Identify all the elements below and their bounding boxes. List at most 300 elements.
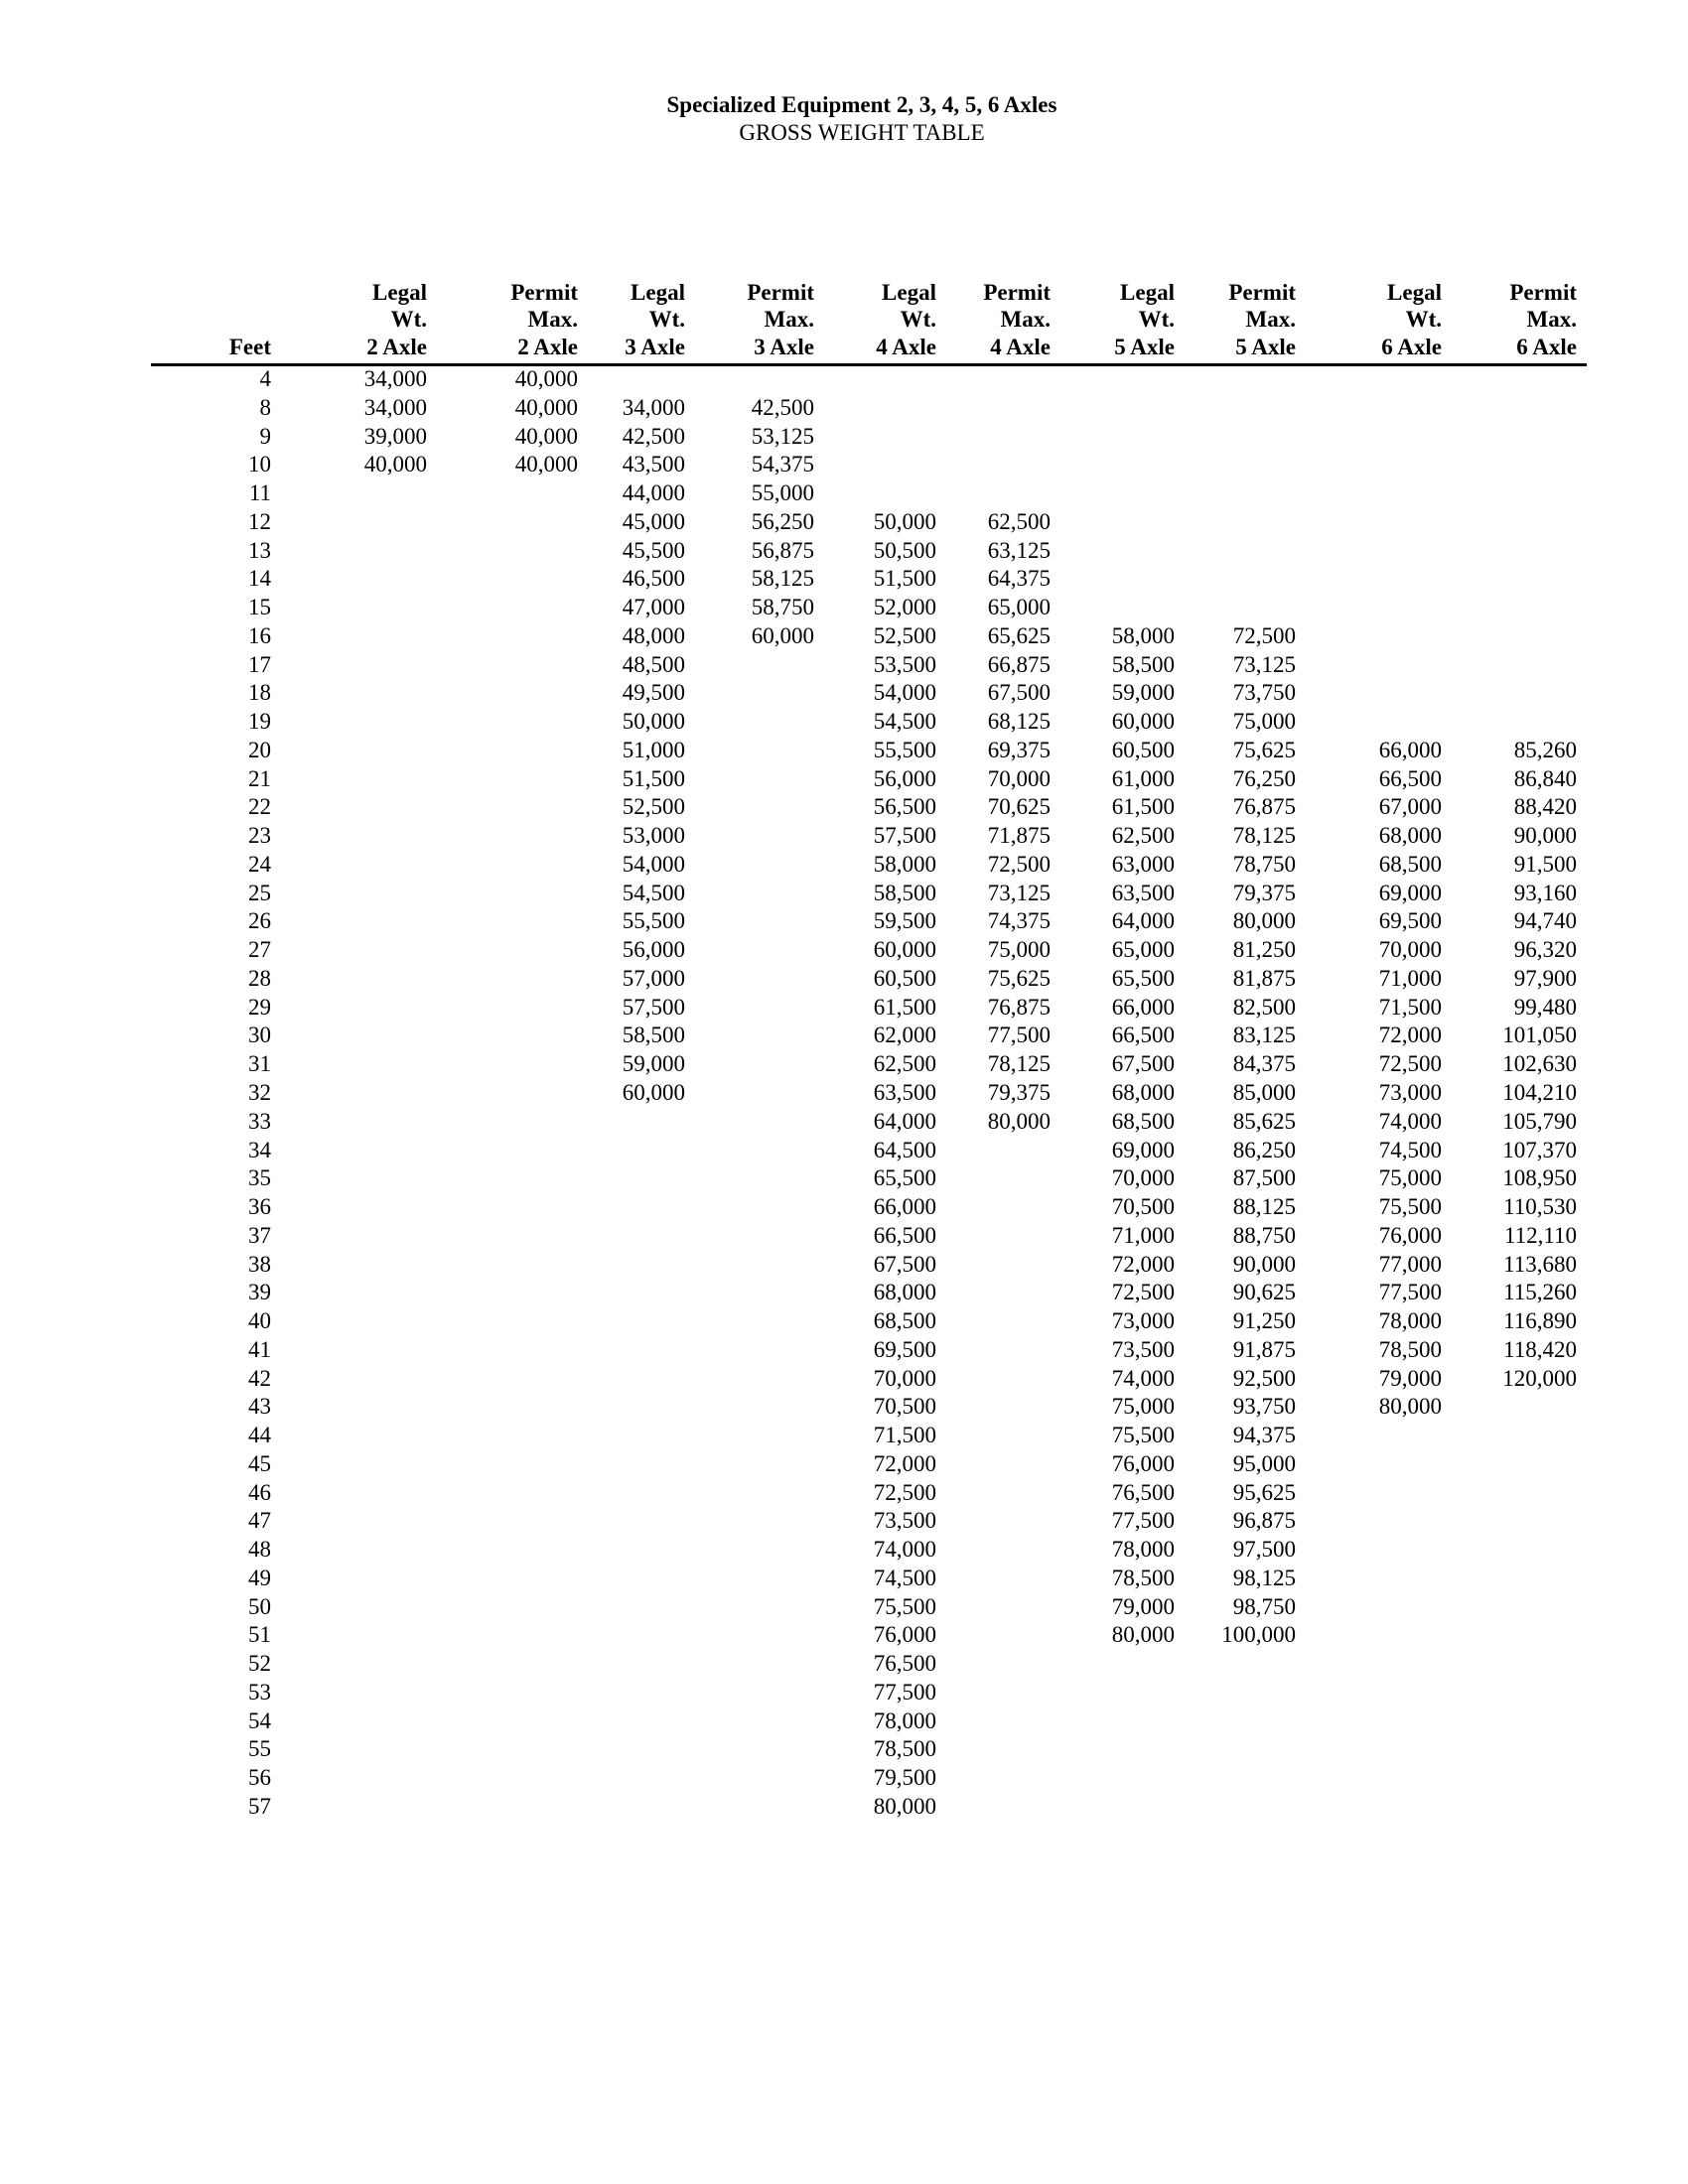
weight-cell-legal-5-axle: 60,500	[1111, 738, 1175, 762]
weight-cell-permit-5-axle: 98,750	[1232, 1594, 1296, 1619]
weight-cell-legal-4-axle: 69,500	[873, 1337, 936, 1362]
weight-cell-legal-5-axle: 62,500	[1111, 823, 1175, 848]
column-header-permit-4-axle: 4 Axle	[990, 335, 1051, 359]
weight-cell-legal-3-axle: 59,000	[622, 1051, 685, 1076]
weight-cell-legal-4-axle: 63,500	[873, 1080, 936, 1105]
column-header-legal-5-axle: 5 Axle	[1114, 335, 1175, 359]
weight-cell-permit-6-axle: 112,110	[1503, 1223, 1577, 1248]
weight-cell-permit-5-axle: 82,500	[1232, 995, 1296, 1020]
weight-cell-legal-4-axle: 57,500	[873, 823, 936, 848]
weight-cell-permit-4-axle: 74,375	[987, 908, 1051, 933]
weight-cell-legal-4-axle: 66,500	[873, 1223, 936, 1248]
weight-cell-legal-5-axle: 80,000	[1111, 1622, 1175, 1647]
weight-cell-legal-6-axle: 72,000	[1378, 1023, 1442, 1047]
weight-cell-permit-5-axle: 73,750	[1232, 680, 1296, 705]
weight-cell-legal-5-axle: 66,000	[1111, 995, 1175, 1020]
weight-cell-legal-5-axle: 74,000	[1111, 1366, 1175, 1391]
weight-cell-legal-3-axle: 44,000	[622, 480, 685, 505]
weight-cell-legal-3-axle: 53,000	[622, 823, 685, 848]
weight-cell-legal-5-axle: 58,000	[1111, 623, 1175, 648]
weight-cell-legal-4-axle: 54,500	[873, 709, 936, 734]
weight-cell-permit-4-axle: 65,000	[987, 595, 1051, 619]
weight-cell-legal-4-axle: 62,000	[873, 1023, 936, 1047]
weight-cell-permit-6-axle: 105,790	[1502, 1109, 1577, 1134]
weight-cell-permit-6-axle: 115,260	[1503, 1280, 1577, 1304]
feet-cell: 36	[248, 1194, 271, 1219]
feet-cell: 12	[248, 509, 271, 534]
weight-cell-permit-6-axle: 108,950	[1502, 1165, 1577, 1190]
weight-cell-legal-3-axle: 55,500	[622, 908, 685, 933]
weight-cell-permit-2-axle: 40,000	[514, 395, 578, 420]
weight-cell-permit-2-axle: 40,000	[514, 452, 578, 477]
feet-cell: 55	[248, 1736, 271, 1761]
feet-cell: 48	[248, 1537, 271, 1562]
weight-cell-permit-4-axle: 69,375	[987, 738, 1051, 762]
weight-cell-legal-6-axle: 80,000	[1378, 1394, 1442, 1419]
column-header-legal-3-axle: 3 Axle	[625, 335, 685, 359]
weight-cell-legal-3-axle: 58,500	[622, 1023, 685, 1047]
weight-cell-legal-3-axle: 57,500	[622, 995, 685, 1020]
weight-cell-legal-5-axle: 73,000	[1111, 1308, 1175, 1333]
weight-cell-permit-2-axle: 40,000	[514, 424, 578, 449]
weight-cell-legal-3-axle: 34,000	[622, 395, 685, 420]
weight-cell-permit-5-axle: 80,000	[1232, 908, 1296, 933]
weight-cell-legal-4-axle: 50,000	[873, 509, 936, 534]
weight-cell-permit-6-axle: 86,840	[1513, 766, 1577, 791]
weight-cell-legal-6-axle: 78,500	[1378, 1337, 1442, 1362]
weight-cell-legal-5-axle: 76,500	[1111, 1480, 1175, 1505]
column-header-permit-4-axle: Max.	[1000, 307, 1051, 332]
weight-cell-legal-3-axle: 51,000	[622, 738, 685, 762]
column-header-legal-2-axle: Wt.	[390, 307, 427, 332]
weight-cell-legal-4-axle: 65,500	[873, 1165, 936, 1190]
feet-cell: 56	[248, 1765, 271, 1790]
column-header-permit-6-axle: 6 Axle	[1516, 335, 1577, 359]
weight-cell-permit-4-axle: 75,000	[987, 937, 1051, 962]
feet-cell: 8	[259, 395, 271, 420]
feet-cell: 32	[248, 1080, 271, 1105]
column-header-permit-3-axle: Max.	[764, 307, 814, 332]
weight-cell-legal-5-axle: 68,500	[1111, 1109, 1175, 1134]
weight-cell-permit-6-axle: 88,420	[1513, 794, 1577, 819]
weight-cell-legal-6-axle: 73,000	[1378, 1080, 1442, 1105]
weight-cell-permit-3-axle: 56,875	[751, 538, 814, 563]
weight-cell-legal-3-axle: 45,500	[622, 538, 685, 563]
document-title: Specialized Equipment 2, 3, 4, 5, 6 Axles	[666, 92, 1057, 117]
weight-cell-legal-5-axle: 79,000	[1111, 1594, 1175, 1619]
column-header-permit-6-axle: Max.	[1526, 307, 1577, 332]
weight-cell-legal-6-axle: 69,500	[1378, 908, 1442, 933]
weight-cell-permit-5-axle: 94,375	[1232, 1423, 1296, 1447]
weight-cell-permit-3-axle: 58,750	[751, 595, 814, 619]
weight-cell-permit-3-axle: 56,250	[751, 509, 814, 534]
weight-cell-legal-6-axle: 66,000	[1378, 738, 1442, 762]
weight-cell-legal-4-axle: 64,000	[873, 1109, 936, 1134]
weight-cell-permit-6-axle: 85,260	[1513, 738, 1577, 762]
weight-cell-legal-2-axle: 40,000	[363, 452, 427, 477]
column-header-permit-3-axle: 3 Axle	[754, 335, 814, 359]
weight-cell-legal-4-axle: 68,500	[873, 1308, 936, 1333]
weight-cell-legal-4-axle: 78,000	[873, 1708, 936, 1733]
feet-cell: 43	[248, 1394, 271, 1419]
weight-cell-permit-5-axle: 75,000	[1232, 709, 1296, 734]
weight-cell-legal-2-axle: 34,000	[363, 366, 427, 391]
weight-cell-legal-4-axle: 79,500	[873, 1765, 936, 1790]
column-header-permit-6-axle: Permit	[1509, 280, 1577, 305]
feet-cell: 27	[248, 937, 271, 962]
weight-cell-legal-6-axle: 67,000	[1378, 794, 1442, 819]
weight-cell-permit-5-axle: 87,500	[1232, 1165, 1296, 1190]
weight-cell-legal-6-axle: 77,500	[1378, 1280, 1442, 1304]
weight-cell-legal-4-axle: 53,500	[873, 652, 936, 677]
column-header-legal-6-axle: 6 Axle	[1381, 335, 1442, 359]
feet-cell: 34	[248, 1138, 271, 1162]
feet-cell: 15	[248, 595, 271, 619]
feet-cell: 22	[248, 794, 271, 819]
weight-cell-legal-3-axle: 42,500	[622, 424, 685, 449]
weight-cell-permit-3-axle: 42,500	[751, 395, 814, 420]
column-header-permit-4-axle: Permit	[983, 280, 1051, 305]
weight-cell-permit-5-axle: 96,875	[1232, 1508, 1296, 1533]
weight-cell-legal-4-axle: 80,000	[873, 1794, 936, 1819]
feet-cell: 21	[248, 766, 271, 791]
column-header-permit-5-axle: 5 Axle	[1235, 335, 1296, 359]
weight-cell-permit-4-axle: 65,625	[987, 623, 1051, 648]
weight-cell-permit-5-axle: 81,875	[1232, 966, 1296, 991]
column-header-legal-5-axle: Wt.	[1138, 307, 1175, 332]
document-subtitle: GROSS WEIGHT TABLE	[739, 120, 985, 145]
weight-cell-permit-4-axle: 71,875	[987, 823, 1051, 848]
weight-cell-permit-5-axle: 92,500	[1232, 1366, 1296, 1391]
feet-cell: 41	[248, 1337, 271, 1362]
weight-cell-legal-5-axle: 75,500	[1111, 1423, 1175, 1447]
weight-cell-legal-4-axle: 72,000	[873, 1451, 936, 1476]
weight-cell-legal-4-axle: 74,500	[873, 1566, 936, 1590]
weight-cell-legal-4-axle: 58,500	[873, 881, 936, 905]
weight-cell-permit-5-axle: 78,750	[1232, 852, 1296, 877]
weight-cell-permit-3-axle: 55,000	[751, 480, 814, 505]
feet-cell: 9	[259, 424, 271, 449]
weight-cell-permit-6-axle: 118,420	[1503, 1337, 1577, 1362]
feet-cell: 30	[248, 1023, 271, 1047]
weight-cell-permit-5-axle: 88,750	[1232, 1223, 1296, 1248]
column-header-permit-5-axle: Max.	[1245, 307, 1296, 332]
weight-cell-legal-6-axle: 71,500	[1378, 995, 1442, 1020]
weight-cell-legal-5-axle: 65,500	[1111, 966, 1175, 991]
weight-cell-legal-4-axle: 75,500	[873, 1594, 936, 1619]
feet-cell: 45	[248, 1451, 271, 1476]
weight-cell-legal-5-axle: 75,000	[1111, 1394, 1175, 1419]
feet-cell: 44	[248, 1423, 271, 1447]
column-header-permit-2-axle: Max.	[527, 307, 578, 332]
weight-cell-legal-5-axle: 70,500	[1111, 1194, 1175, 1219]
weight-cell-permit-4-axle: 62,500	[987, 509, 1051, 534]
weight-cell-permit-5-axle: 93,750	[1232, 1394, 1296, 1419]
column-header-feet: Feet	[228, 335, 271, 359]
weight-cell-legal-6-axle: 77,000	[1378, 1252, 1442, 1277]
weight-cell-permit-5-axle: 76,875	[1232, 794, 1296, 819]
feet-cell: 50	[248, 1594, 271, 1619]
weight-cell-legal-5-axle: 61,000	[1111, 766, 1175, 791]
feet-cell: 14	[248, 566, 271, 591]
weight-cell-legal-5-axle: 70,000	[1111, 1165, 1175, 1190]
weight-cell-permit-5-axle: 95,000	[1232, 1451, 1296, 1476]
weight-cell-legal-4-axle: 76,000	[873, 1622, 936, 1647]
weight-cell-legal-6-axle: 68,500	[1378, 852, 1442, 877]
feet-cell: 47	[248, 1508, 271, 1533]
weight-cell-legal-5-axle: 71,000	[1111, 1223, 1175, 1248]
weight-cell-legal-5-axle: 73,500	[1111, 1337, 1175, 1362]
weight-cell-legal-4-axle: 78,500	[873, 1736, 936, 1761]
feet-cell: 37	[248, 1223, 271, 1248]
weight-cell-permit-5-axle: 86,250	[1232, 1138, 1296, 1162]
weight-cell-permit-4-axle: 64,375	[987, 566, 1051, 591]
weight-cell-permit-3-axle: 54,375	[751, 452, 814, 477]
column-header-permit-3-axle: Permit	[747, 280, 814, 305]
weight-cell-permit-6-axle: 91,500	[1513, 852, 1577, 877]
column-header-legal-2-axle: Legal	[372, 280, 427, 305]
weight-cell-legal-5-axle: 68,000	[1111, 1080, 1175, 1105]
weight-cell-legal-5-axle: 76,000	[1111, 1451, 1175, 1476]
weight-cell-legal-4-axle: 68,000	[873, 1280, 936, 1304]
weight-cell-legal-5-axle: 69,000	[1111, 1138, 1175, 1162]
weight-cell-permit-4-axle: 77,500	[987, 1023, 1051, 1047]
weight-cell-permit-5-axle: 81,250	[1232, 937, 1296, 962]
column-header-legal-3-axle: Wt.	[648, 307, 685, 332]
weight-cell-legal-4-axle: 77,500	[873, 1680, 936, 1705]
weight-cell-permit-5-axle: 97,500	[1232, 1537, 1296, 1562]
weight-cell-permit-5-axle: 75,625	[1232, 738, 1296, 762]
column-header-legal-6-axle: Wt.	[1405, 307, 1442, 332]
column-header-legal-4-axle: Wt.	[900, 307, 936, 332]
feet-cell: 38	[248, 1252, 271, 1277]
weight-cell-legal-5-axle: 72,500	[1111, 1280, 1175, 1304]
weight-cell-permit-4-axle: 79,375	[987, 1080, 1051, 1105]
feet-cell: 52	[248, 1651, 271, 1676]
weight-cell-legal-4-axle: 56,500	[873, 794, 936, 819]
weight-cell-permit-4-axle: 75,625	[987, 966, 1051, 991]
weight-cell-permit-6-axle: 94,740	[1513, 908, 1577, 933]
weight-cell-legal-3-axle: 57,000	[622, 966, 685, 991]
column-header-legal-4-axle: 4 Axle	[876, 335, 936, 359]
weight-cell-legal-4-axle: 54,000	[873, 680, 936, 705]
weight-cell-legal-6-axle: 71,000	[1378, 966, 1442, 991]
weight-cell-permit-4-axle: 76,875	[987, 995, 1051, 1020]
weight-cell-permit-6-axle: 102,630	[1502, 1051, 1577, 1076]
weight-cell-legal-6-axle: 78,000	[1378, 1308, 1442, 1333]
weight-cell-permit-4-axle: 67,500	[987, 680, 1051, 705]
feet-cell: 4	[259, 366, 271, 391]
weight-cell-permit-4-axle: 68,125	[987, 709, 1051, 734]
feet-cell: 19	[248, 709, 271, 734]
feet-cell: 35	[248, 1165, 271, 1190]
weight-cell-legal-4-axle: 67,500	[873, 1252, 936, 1277]
feet-cell: 28	[248, 966, 271, 991]
weight-cell-legal-6-axle: 74,500	[1378, 1138, 1442, 1162]
weight-cell-permit-5-axle: 79,375	[1232, 881, 1296, 905]
feet-cell: 40	[248, 1308, 271, 1333]
column-header-permit-2-axle: Permit	[510, 280, 578, 305]
weight-cell-legal-4-axle: 52,500	[873, 623, 936, 648]
feet-cell: 33	[248, 1109, 271, 1134]
weight-cell-legal-3-axle: 47,000	[622, 595, 685, 619]
feet-cell: 24	[248, 852, 271, 877]
weight-cell-legal-4-axle: 60,000	[873, 937, 936, 962]
weight-cell-legal-6-axle: 68,000	[1378, 823, 1442, 848]
weight-cell-permit-4-axle: 70,625	[987, 794, 1051, 819]
feet-cell: 10	[248, 452, 271, 477]
feet-cell: 16	[248, 623, 271, 648]
feet-cell: 11	[248, 480, 271, 505]
weight-cell-legal-4-axle: 60,500	[873, 966, 936, 991]
weight-cell-permit-5-axle: 91,875	[1232, 1337, 1296, 1362]
weight-cell-legal-5-axle: 77,500	[1111, 1508, 1175, 1533]
weight-cell-permit-4-axle: 80,000	[987, 1109, 1051, 1134]
weight-cell-permit-4-axle: 70,000	[987, 766, 1051, 791]
weight-cell-legal-5-axle: 72,000	[1111, 1252, 1175, 1277]
weight-cell-legal-4-axle: 59,500	[873, 908, 936, 933]
weight-cell-permit-5-axle: 76,250	[1232, 766, 1296, 791]
column-header-permit-5-axle: Permit	[1228, 280, 1296, 305]
weight-cell-legal-4-axle: 74,000	[873, 1537, 936, 1562]
weight-cell-permit-6-axle: 93,160	[1513, 881, 1577, 905]
weight-cell-permit-6-axle: 90,000	[1513, 823, 1577, 848]
weight-cell-permit-5-axle: 85,625	[1232, 1109, 1296, 1134]
column-header-legal-2-axle: 2 Axle	[366, 335, 427, 359]
weight-cell-legal-6-axle: 74,000	[1378, 1109, 1442, 1134]
weight-cell-permit-4-axle: 78,125	[987, 1051, 1051, 1076]
weight-cell-legal-5-axle: 59,000	[1111, 680, 1175, 705]
weight-cell-legal-5-axle: 63,000	[1111, 852, 1175, 877]
weight-cell-permit-6-axle: 116,890	[1503, 1308, 1577, 1333]
weight-cell-permit-5-axle: 91,250	[1232, 1308, 1296, 1333]
weight-cell-legal-6-axle: 70,000	[1378, 937, 1442, 962]
weight-cell-legal-4-axle: 72,500	[873, 1480, 936, 1505]
weight-cell-legal-6-axle: 75,500	[1378, 1194, 1442, 1219]
feet-cell: 26	[248, 908, 271, 933]
feet-cell: 39	[248, 1280, 271, 1304]
weight-cell-legal-6-axle: 76,000	[1378, 1223, 1442, 1248]
weight-cell-legal-6-axle: 69,000	[1378, 881, 1442, 905]
weight-cell-permit-6-axle: 110,530	[1503, 1194, 1577, 1219]
weight-cell-permit-5-axle: 98,125	[1232, 1566, 1296, 1590]
feet-cell: 49	[248, 1566, 271, 1590]
weight-cell-legal-6-axle: 75,000	[1378, 1165, 1442, 1190]
feet-cell: 20	[248, 738, 271, 762]
weight-cell-legal-4-axle: 58,000	[873, 852, 936, 877]
weight-cell-permit-4-axle: 66,875	[987, 652, 1051, 677]
weight-cell-legal-3-axle: 48,500	[622, 652, 685, 677]
weight-cell-permit-5-axle: 84,375	[1232, 1051, 1296, 1076]
weight-cell-permit-6-axle: 104,210	[1502, 1080, 1577, 1105]
weight-cell-permit-5-axle: 90,000	[1232, 1252, 1296, 1277]
weight-cell-legal-3-axle: 51,500	[622, 766, 685, 791]
feet-cell: 54	[248, 1708, 271, 1733]
column-header-legal-3-axle: Legal	[631, 280, 685, 305]
column-header-permit-2-axle: 2 Axle	[517, 335, 578, 359]
weight-cell-legal-4-axle: 51,500	[873, 566, 936, 591]
weight-cell-legal-3-axle: 45,000	[622, 509, 685, 534]
weight-cell-legal-5-axle: 78,000	[1111, 1537, 1175, 1562]
weight-cell-legal-4-axle: 61,500	[873, 995, 936, 1020]
weight-cell-permit-6-axle: 101,050	[1502, 1023, 1577, 1047]
weight-cell-legal-4-axle: 76,500	[873, 1651, 936, 1676]
weight-cell-legal-3-axle: 48,000	[622, 623, 685, 648]
column-header-legal-4-axle: Legal	[882, 280, 936, 305]
weight-cell-permit-5-axle: 73,125	[1232, 652, 1296, 677]
feet-cell: 42	[248, 1366, 271, 1391]
weight-cell-permit-3-axle: 60,000	[751, 623, 814, 648]
weight-cell-legal-6-axle: 66,500	[1378, 766, 1442, 791]
weight-cell-permit-6-axle: 107,370	[1502, 1138, 1577, 1162]
weight-cell-legal-3-axle: 46,500	[622, 566, 685, 591]
weight-cell-legal-5-axle: 61,500	[1111, 794, 1175, 819]
feet-cell: 51	[248, 1622, 271, 1647]
weight-cell-legal-3-axle: 56,000	[622, 937, 685, 962]
weight-cell-legal-3-axle: 50,000	[622, 709, 685, 734]
weight-cell-permit-6-axle: 99,480	[1513, 995, 1577, 1020]
feet-cell: 57	[248, 1794, 271, 1819]
weight-cell-legal-5-axle: 63,500	[1111, 881, 1175, 905]
weight-cell-permit-2-axle: 40,000	[514, 366, 578, 391]
feet-cell: 17	[248, 652, 271, 677]
feet-cell: 29	[248, 995, 271, 1020]
weight-cell-legal-4-axle: 52,000	[873, 595, 936, 619]
weight-cell-legal-4-axle: 71,500	[873, 1423, 936, 1447]
weight-cell-legal-5-axle: 78,500	[1111, 1566, 1175, 1590]
weight-cell-legal-2-axle: 34,000	[363, 395, 427, 420]
weight-cell-permit-4-axle: 73,125	[987, 881, 1051, 905]
weight-cell-permit-5-axle: 83,125	[1232, 1023, 1296, 1047]
weight-cell-legal-5-axle: 64,000	[1111, 908, 1175, 933]
weight-cell-legal-4-axle: 70,000	[873, 1366, 936, 1391]
weight-cell-legal-3-axle: 54,000	[622, 852, 685, 877]
weight-cell-legal-6-axle: 79,000	[1378, 1366, 1442, 1391]
weight-cell-permit-6-axle: 113,680	[1503, 1252, 1577, 1277]
weight-cell-permit-3-axle: 53,125	[751, 424, 814, 449]
weight-cell-legal-2-axle: 39,000	[363, 424, 427, 449]
feet-cell: 53	[248, 1680, 271, 1705]
weight-cell-legal-5-axle: 60,000	[1111, 709, 1175, 734]
weight-cell-legal-3-axle: 54,500	[622, 881, 685, 905]
weight-cell-permit-4-axle: 63,125	[987, 538, 1051, 563]
weight-cell-permit-5-axle: 88,125	[1232, 1194, 1296, 1219]
weight-cell-permit-5-axle: 72,500	[1232, 623, 1296, 648]
column-header-legal-5-axle: Legal	[1120, 280, 1175, 305]
weight-cell-legal-4-axle: 70,500	[873, 1394, 936, 1419]
weight-cell-legal-5-axle: 67,500	[1111, 1051, 1175, 1076]
column-header-legal-6-axle: Legal	[1387, 280, 1442, 305]
weight-cell-legal-4-axle: 64,500	[873, 1138, 936, 1162]
weight-cell-permit-6-axle: 120,000	[1502, 1366, 1577, 1391]
weight-cell-legal-5-axle: 58,500	[1111, 652, 1175, 677]
weight-cell-permit-5-axle: 85,000	[1232, 1080, 1296, 1105]
feet-cell: 25	[248, 881, 271, 905]
feet-cell: 46	[248, 1480, 271, 1505]
weight-cell-legal-5-axle: 65,000	[1111, 937, 1175, 962]
weight-cell-legal-4-axle: 73,500	[873, 1508, 936, 1533]
feet-cell: 13	[248, 538, 271, 563]
weight-cell-permit-5-axle: 95,625	[1232, 1480, 1296, 1505]
weight-cell-permit-6-axle: 97,900	[1513, 966, 1577, 991]
weight-cell-permit-5-axle: 78,125	[1232, 823, 1296, 848]
weight-cell-legal-4-axle: 50,500	[873, 538, 936, 563]
weight-cell-permit-5-axle: 90,625	[1232, 1280, 1296, 1304]
weight-cell-legal-3-axle: 60,000	[622, 1080, 685, 1105]
feet-cell: 23	[248, 823, 271, 848]
weight-cell-legal-4-axle: 66,000	[873, 1194, 936, 1219]
weight-cell-legal-6-axle: 72,500	[1378, 1051, 1442, 1076]
